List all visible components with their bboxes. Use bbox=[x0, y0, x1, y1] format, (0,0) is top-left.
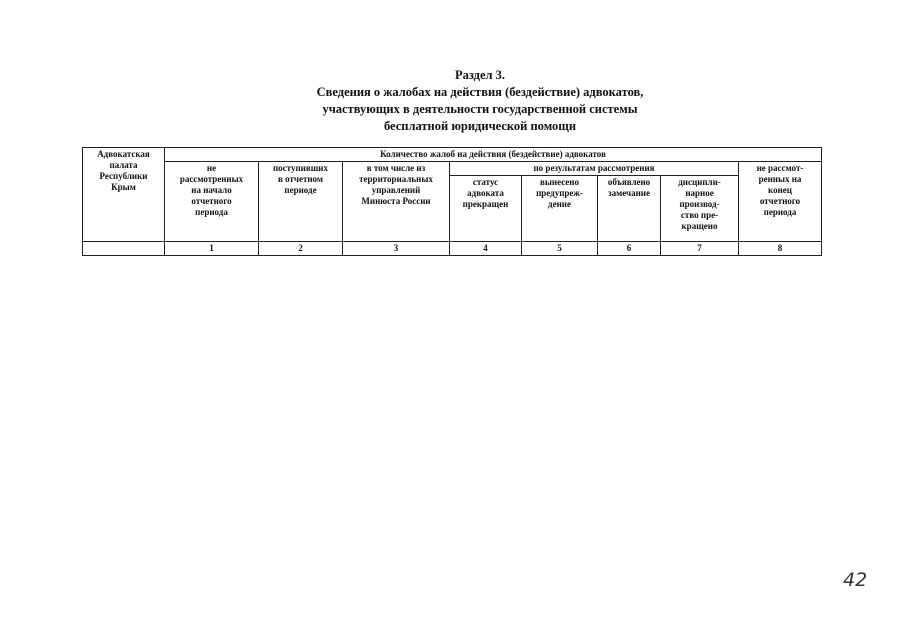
col-status-terminated: статус адвоката прекращен bbox=[450, 176, 522, 242]
column-number: 4 bbox=[450, 242, 522, 256]
column-number: 1 bbox=[165, 242, 259, 256]
col-warning-issued: вынесено предупреж- дение bbox=[522, 176, 598, 242]
empty-cell bbox=[83, 242, 165, 256]
column-number: 7 bbox=[661, 242, 739, 256]
col-remark-announced: объявлено замечание bbox=[598, 176, 661, 242]
page-number: 42 bbox=[843, 569, 868, 591]
column-number: 2 bbox=[259, 242, 343, 256]
column-number: 6 bbox=[598, 242, 661, 256]
col-disciplinary-terminated: дисципли- нарное производ- ство пре- кращено bbox=[661, 176, 739, 242]
heading-line-2: участвующих в деятельности государственной системы bbox=[322, 102, 638, 116]
column-number: 8 bbox=[739, 242, 822, 256]
heading-line-3: бесплатной юридической помощи bbox=[383, 119, 577, 133]
document-heading bbox=[200, 67, 760, 135]
section-title: Раздел 3. bbox=[454, 68, 506, 82]
col-not-considered-start: не рассмотренных на начало отчетного периода bbox=[165, 162, 259, 242]
column-numbers-row bbox=[83, 242, 822, 256]
bar-association-header: Адвокатская палата Республики Крым bbox=[83, 148, 165, 242]
column-number: 5 bbox=[522, 242, 598, 256]
results-header: по результатам рассмотрения bbox=[450, 162, 739, 176]
col-received-in-period: поступивших в отчетном периоде bbox=[259, 162, 343, 242]
heading-line-1: Сведения о жалобах на действия (бездействие) адвокатов, bbox=[316, 85, 644, 99]
col-not-considered-end: не рассмот- ренных на конец отчетного периода bbox=[739, 162, 822, 242]
complaints-table bbox=[82, 147, 822, 256]
complaints-count-header: Количество жалоб на действия (бездействие) адвокатов bbox=[165, 148, 822, 162]
column-number: 3 bbox=[343, 242, 450, 256]
col-from-ministry: в том числе из территориальных управлений Минюста России bbox=[343, 162, 450, 242]
